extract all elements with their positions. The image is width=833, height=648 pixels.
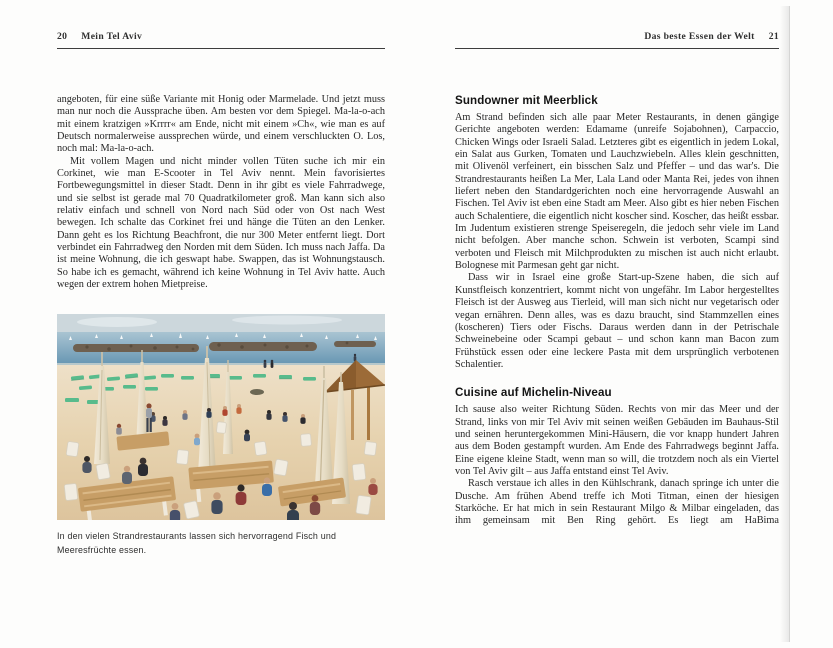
- page-number-right: 21: [768, 31, 779, 42]
- paragraph: Dass wir in Israel eine große Start-up-Szene haben, die sich auf Kunstfleisch konzentriert, kommt nicht von ungefähr. Im Labor hergestelltes Fleisch ist der Ausweg aus Tierleid, will man sich nicht nur vegetarisch oder vegan ernähren. Denn alles, was es dazu braucht, sind Stammzellen eines (koscheren) Tiers oder Fischs. Daraus werden dann in der Petrischale Schweinebeine oder Scampi gebaut – und schon kann man Bacon zum Frühstück essen oder eine leckere Pasta mit dem ursprünglich verbotenen Schalentier.: [455, 272, 779, 370]
- running-head-title-right: Das beste Essen der Welt: [644, 31, 755, 42]
- paragraph: Am Strand befinden sich alle paar Meter Restaurants, in denen gängige Gerichte angeboten werden: Edamame (unreife Sojabohnen), Carpaccio, Chicken Wings oder Israeli Salad. Letzteres gibt es eigentlich in jedem Lokal, ein Salat aus Gurken, Tomaten und Lauchzwiebeln. Alles klein geschnitten, mit Olivenöl verfeinert, ein bisschen Salz und Pfeffer – und das war's. Die Strandrestaurants heißen La Mer, Lala Land oder Manta Rei, jedes von ihnen liefert neben den Standardgerichten noch eine hervorragende Auswahl an Fischen. Tel Aviv ist eben eine Stadt am Meer. Also gibt es hier neben Fischen auch Schalentiere, die eigentlich nicht koscher sind. Koscher, das heißt essbar. Im Judentum existieren strenge Speiseregeln, die jedoch sehr viele im Land nicht befolgen. Aber manche schon. Schwein ist verboten, Scampi sind verboten und Fleisch mit Milchprodukten zu mischen ist auch nicht erlaubt. Bolognese mit Parmesan geht gar nicht.: [455, 112, 779, 272]
- beach-photo: [57, 314, 385, 520]
- running-header-right: [455, 31, 779, 49]
- running-header-left: [57, 31, 385, 49]
- section-heading-sundowner: Sundowner mit Meerblick: [455, 94, 598, 107]
- section-sundowner-text: [455, 112, 779, 371]
- page-left: [57, 31, 385, 558]
- paragraph: Rasch verstaue ich alles in den Kühlschrank, danach springe ich unter die Dusche. Am frühen Abend treffe ich Moti Titman, einen der hiesigen Starköche. Er hat mich in sein Restaurant Milgo & Milbar eingeladen, das ihm gemeinsam mit Ben Ring gehört. Es liegt am HaBima: [455, 478, 779, 527]
- running-head-title-left: Mein Tel Aviv: [81, 31, 143, 42]
- paragraph: angeboten, für eine süße Variante mit Honig oder Marmelade. Und jetzt muss man nur noch die Aussprache üben. Am besten vor dem Spiegel. Ma-la-o-ach mit einem kratzigen »Krrrr« am Ende, nicht mit einem »Ch«, wie man es auf Deutsch normalerweise aussprechen würde, und einem verschluckten O. Los, noch mal: Ma-la-o-ach.: [57, 94, 385, 155]
- photo-block: [57, 314, 385, 558]
- page-edge-shadow: [780, 6, 790, 642]
- section-heading-cuisine: Cuisine auf Michelin-Niveau: [455, 386, 612, 400]
- beach-photo-illustration: [57, 314, 385, 520]
- left-body-text: [57, 94, 385, 292]
- page-number-left: 20: [57, 31, 68, 42]
- section-cuisine-text: [455, 404, 779, 527]
- page-right: [455, 31, 779, 528]
- paragraph: Mit vollem Magen und nicht minder vollen Tüten suche ich mir ein Corkinet, wie man E-Scooter in Tel Aviv nennt. Mein favorisiertes Fortbewegungsmittel in dieser Stadt. Denn in ihr gibt es viele Fahrradwege, und sie selbst ist gerade mal 70 Quadratkilometer groß. Man kann sich also relativ einfach und schnell von Nord nach Süd oder von Ost nach West bewegen. Ich schalte das Corkinet frei und hänge die Tüten an den Lenker. Dann geht es los Richtung Beachfront, die nur 300 Meter entfernt liegt. Dort verbindet ein Fahrradweg den Norden mit dem Süden. Ich muss nach Jaffa. Da ist meine Wohnung, die ich geswapt habe. Swappen, das ist Wohnungstausch. So habe ich es gemacht, während ich keine Wohnung in Tel Aviv hatte. Auch wegen der extrem hohen Mietpreise.: [57, 155, 385, 291]
- photo-caption: In den vielen Strandrestaurants lassen sich hervorragend Fisch und Meeresfrüchte essen.: [57, 530, 337, 555]
- paragraph: Ich sause also weiter Richtung Süden. Rechts von mir das Meer und der Strand, links von mir Tel Aviv mit seinen weißen Gebäuden im Bauhaus-Stil und seinen heruntergekommen Mini-Häusern, die vor knapp hundert Jahren aus dem Boden gestampft wurden. Am Ende des Fahrradwegs beginnt Jaffa. Eine eigene kleine Stadt, wenn man so will, die trotzdem noch als ein Viertel von Tel Aviv gilt – aus Jaffa entstand einst Tel Aviv.: [455, 404, 779, 477]
